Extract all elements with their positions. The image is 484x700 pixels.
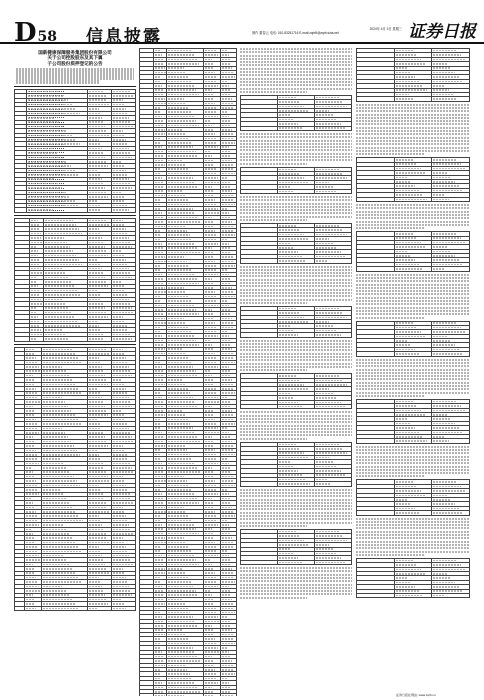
table-cell [41,606,87,610]
data-table [240,223,352,264]
data-table [356,231,470,272]
table-cell [140,694,154,696]
text-block [240,489,352,527]
text-block [356,446,470,478]
table-cell [204,694,220,696]
date-line: 2024年 4月 3日 星期三 [369,27,402,31]
text-block [356,104,470,155]
footer-note: 证券日报社网站: www.zqrb.cn [396,693,436,697]
table-cell [111,606,135,610]
text-block [356,359,470,397]
table-cell [153,694,167,696]
table-cell [24,606,41,610]
newspaper-logo: 证券日报 [408,22,476,42]
data-table [356,321,470,357]
data-table [240,167,352,194]
table-row [15,606,136,610]
notice-title-line-1: 关于公司控股股东及其下属 [47,55,103,61]
table-cell [87,606,111,610]
table-cell [220,694,237,696]
data-table [356,558,470,599]
page-letter: D [14,18,37,48]
table-row [15,208,136,212]
contact-line: 制作 董春云 电话: 010-83251716 E-mail:zqrb9@zqrb.sina.net [252,31,339,36]
table-row [15,337,136,341]
data-table [240,306,352,338]
table-cell [15,606,25,610]
data-table-3 [14,347,136,611]
text-block [356,518,470,556]
column-2 [139,48,237,696]
table-cell [167,694,204,696]
table-cell [87,208,111,212]
page-number [14,20,57,46]
column-4 [356,48,470,696]
data-table-4 [139,48,237,696]
data-table [356,479,470,515]
data-table [356,399,470,444]
data-table [240,529,352,565]
table-cell [87,337,111,341]
masthead [0,0,484,48]
text-block [240,266,352,304]
data-table [240,373,352,409]
text-block [240,196,352,221]
notice-title-line-2: 子公司股份质押登记的公告 [47,60,103,66]
table-row [140,694,237,696]
text-block [356,274,470,319]
text-block [240,567,352,599]
text-block [240,48,352,93]
text-block [240,340,352,372]
company-name: 国新健康保障服务集团股份有限公司 [38,50,112,55]
notice-title [14,50,136,66]
body-text-block [14,68,136,84]
text-block [240,133,352,165]
text-block [240,411,352,439]
data-table [240,442,352,487]
table-cell [15,208,27,212]
table-cell [111,337,135,341]
table-cell [15,337,30,341]
data-table-2 [14,218,136,342]
section-title: 信息披露 [86,27,162,47]
data-table-1 [14,89,136,213]
column-3 [240,48,352,696]
masthead-meta [252,27,402,35]
data-table [356,157,470,202]
page-number-value: 58 [37,29,58,45]
table-cell [111,208,135,212]
text-block [356,204,470,229]
table-cell [44,337,88,341]
data-table [356,48,470,102]
data-table [240,95,352,131]
table-cell [27,208,88,212]
table-cell [29,337,44,341]
column-1 [14,48,136,696]
